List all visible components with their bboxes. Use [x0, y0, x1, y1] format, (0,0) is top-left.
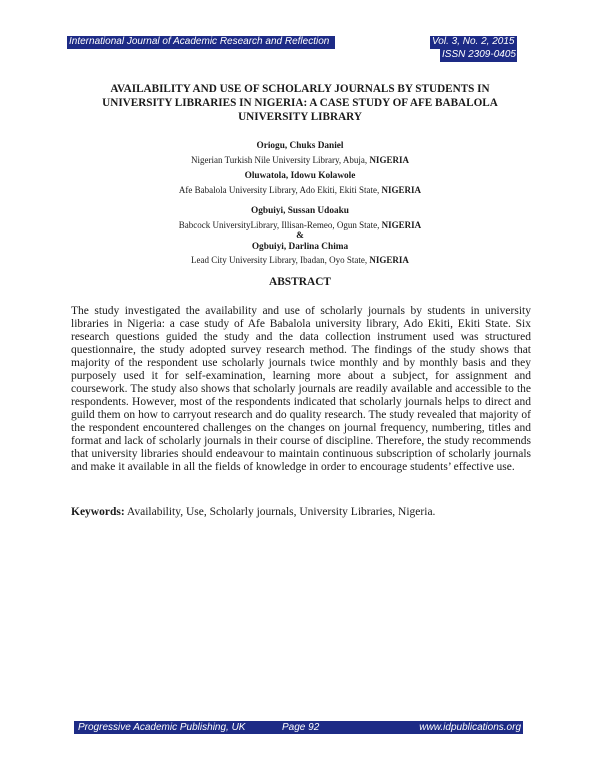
paper-title: [80, 82, 520, 124]
author-name: Oluwatola, Idowu Kolawole: [244, 171, 356, 181]
volume-banner: [430, 36, 517, 49]
affiliation-country: NIGERIA: [369, 255, 409, 265]
author-affiliation: [100, 220, 500, 231]
abstract-heading: ABSTRACT: [268, 276, 332, 288]
author-name: Oriogu, Chuks Daniel: [256, 141, 344, 151]
issn-banner: [440, 49, 517, 62]
affiliation-country: NIGERIA: [381, 220, 422, 230]
affiliation-text: Nigerian Turkish Nile University Library, Abuja,: [191, 155, 370, 165]
volume-issue: Vol. 3, No. 2, 2015: [432, 36, 515, 47]
title-line: AVAILABILITY AND USE OF SCHOLARLY JOURNALS BY STUDENTS IN: [110, 83, 490, 95]
author-separator: &: [296, 231, 304, 241]
footer-website[interactable]: www.idpublications.org: [419, 722, 521, 733]
keywords-text: Availability, Use, Scholarly journals, University Libraries, Nigeria.: [124, 506, 436, 518]
affiliation-country: NIGERIA: [369, 155, 409, 165]
author-affiliation: [100, 185, 500, 196]
issn-number: ISSN 2309-0405: [442, 49, 516, 60]
author-block-3: [100, 206, 500, 266]
title-line: UNIVERSITY LIBRARIES IN NIGERIA: A CASE STUDY OF AFE BABALOLA: [102, 97, 498, 109]
keywords: [71, 506, 531, 519]
author-affiliation: [100, 155, 500, 166]
abstract-text: The study investigated the availability and use of scholarly journals by students in university libraries in Nigeria: a case study of Afe Babalola university library, Ado Ekiti, Ekiti State. Six research questions guided the study and the data collection instrument used was structured questionnaire, the study adopted survey research method. The findings of the study shows that majority of the respondent use scholarly journals twice monthly and by monthly basis and they purposely used it for self-examination, learning more about a subject, for assignment and coursework. The study also shows that scholarly journals are readily available and accessible to the respondents. However, most of the respondents indicated that scholarly journals helps to direct and guild them on how to carryout research and do quality research. The study revealed that majority of the respondent encountered challenges on the changes on journal frequency, numbering, titles and format and lack of scholarly journals in their course of discipline. Therefore, the study recommends that university libraries should endeavour to maintain continuous subscription of scholarly journals and make it available in all the fields of knowledge in order to encourage students’ effective use.: [71, 305, 531, 473]
page-number: Page 92: [282, 722, 320, 733]
title-line: UNIVERSITY LIBRARY: [238, 111, 362, 123]
journal-name-banner: [67, 36, 335, 49]
author-name: Ogbuiyi, Sussan Udoaku: [251, 206, 349, 216]
footer-banner: [74, 721, 523, 734]
affiliation-text: Afe Babalola University Library, Ado Ekiti, Ekiti State,: [178, 185, 382, 195]
footer-publisher: Progressive Academic Publishing, UK: [78, 722, 246, 733]
journal-name: International Journal of Academic Research and Reflection: [69, 36, 330, 47]
author-block-1: [100, 141, 500, 166]
author-name: Ogbuiyi, Darlina Chima: [251, 242, 349, 252]
affiliation-text: Babcock UniversityLibrary, Illisan-Remeo, Ogun State,: [178, 220, 382, 230]
keywords-label: Keywords:: [71, 506, 125, 518]
author-block-2: [100, 171, 500, 196]
author-affiliation: [100, 255, 500, 266]
affiliation-text: Lead City University Library, Ibadan, Oyo State,: [191, 255, 370, 265]
affiliation-country: NIGERIA: [381, 185, 422, 195]
